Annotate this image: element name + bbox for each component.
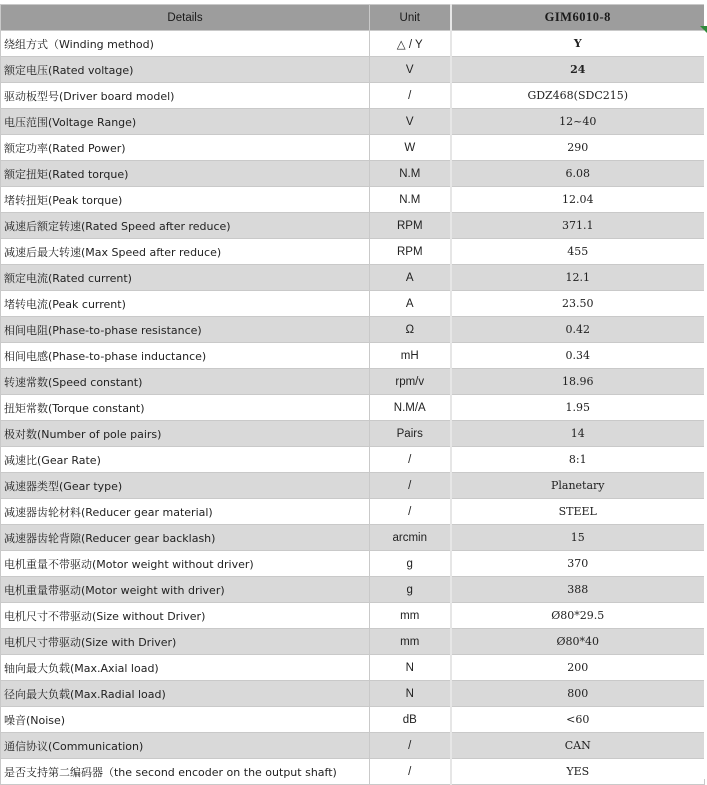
spec-detail-cell: 轴向最大负载(Max.Axial load) [1, 655, 370, 681]
spec-value-cell: 8:1 [451, 447, 705, 473]
spec-detail-cell: 减速后额定转速(Rated Speed after reduce) [1, 213, 370, 239]
table-row [1, 187, 705, 213]
table-row [1, 135, 705, 161]
spec-unit-cell: △ / Y [370, 31, 451, 57]
spec-unit-cell: V [370, 57, 451, 83]
spec-value-cell: 12~40 [451, 109, 705, 135]
spec-unit-cell: N [370, 681, 451, 707]
spec-detail-cell: 堵转扭矩(Peak torque) [1, 187, 370, 213]
table-row [1, 395, 705, 421]
spec-unit-cell: dB [370, 707, 451, 733]
spec-detail-cell: 驱动板型号(Driver board model) [1, 83, 370, 109]
table-row [1, 369, 705, 395]
spec-value-cell: 388 [451, 577, 705, 603]
spec-detail-cell: 电机尺寸带驱动(Size with Driver) [1, 629, 370, 655]
spec-detail-cell: 堵转电流(Peak current) [1, 291, 370, 317]
details-column-header: Details [1, 5, 370, 31]
spec-unit-cell: / [370, 759, 451, 785]
model-column-header: GIM6010-8 [451, 5, 705, 31]
spec-value-cell: 15 [451, 525, 705, 551]
table-row [1, 265, 705, 291]
spec-value-cell: Planetary [451, 473, 705, 499]
spec-detail-cell: 减速后最大转速(Max Speed after reduce) [1, 239, 370, 265]
spec-value-cell: YES [451, 759, 705, 785]
spec-unit-cell: mm [370, 603, 451, 629]
table-row [1, 473, 705, 499]
table-row [1, 213, 705, 239]
spec-unit-cell: / [370, 83, 451, 109]
spec-detail-cell: 电压范围(Voltage Range) [1, 109, 370, 135]
table-row [1, 525, 705, 551]
spec-value-cell: 18.96 [451, 369, 705, 395]
spec-value-cell: 370 [451, 551, 705, 577]
spec-value-cell: 12.1 [451, 265, 705, 291]
spec-value-cell: 6.08 [451, 161, 705, 187]
spec-value-cell: 14 [451, 421, 705, 447]
spec-value-cell: 24 [451, 57, 705, 83]
table-row [1, 343, 705, 369]
spec-value-cell: 12.04 [451, 187, 705, 213]
spec-detail-cell: 减速器齿轮材料(Reducer gear material) [1, 499, 370, 525]
spec-unit-cell: A [370, 291, 451, 317]
spec-detail-cell: 额定电流(Rated current) [1, 265, 370, 291]
spec-table [0, 4, 705, 785]
spec-unit-cell: V [370, 109, 451, 135]
spec-detail-cell: 扭矩常数(Torque constant) [1, 395, 370, 421]
table-row [1, 239, 705, 265]
spec-detail-cell: 减速器类型(Gear type) [1, 473, 370, 499]
spec-detail-cell: 通信协议(Communication) [1, 733, 370, 759]
table-row [1, 603, 705, 629]
unit-column-header: Unit [370, 5, 451, 31]
spec-unit-cell: N.M/A [370, 395, 451, 421]
spec-unit-cell: RPM [370, 239, 451, 265]
spec-table-body [1, 31, 705, 785]
spec-detail-cell: 径向最大负载(Max.Radial load) [1, 681, 370, 707]
spec-detail-cell: 极对数(Number of pole pairs) [1, 421, 370, 447]
spec-unit-cell: g [370, 551, 451, 577]
spec-detail-cell: 额定扭矩(Rated torque) [1, 161, 370, 187]
table-row [1, 109, 705, 135]
table-row [1, 291, 705, 317]
spec-detail-cell: 相间电阻(Phase-to-phase resistance) [1, 317, 370, 343]
spec-detail-cell: 是否支持第二编码器（the second encoder on the output shaft) [1, 759, 370, 785]
spec-detail-cell: 减速比(Gear Rate) [1, 447, 370, 473]
spec-value-cell: 0.42 [451, 317, 705, 343]
spec-detail-cell: 绕组方式（Winding method) [1, 31, 370, 57]
table-row [1, 499, 705, 525]
spec-unit-cell: / [370, 473, 451, 499]
spec-unit-cell: W [370, 135, 451, 161]
spec-value-cell: 290 [451, 135, 705, 161]
table-row [1, 733, 705, 759]
spec-unit-cell: mm [370, 629, 451, 655]
spec-value-cell: 0.34 [451, 343, 705, 369]
spec-unit-cell: A [370, 265, 451, 291]
spec-unit-cell: mH [370, 343, 451, 369]
spec-detail-cell: 减速器齿轮背隙(Reducer gear backlash) [1, 525, 370, 551]
spec-unit-cell: N [370, 655, 451, 681]
spec-unit-cell: g [370, 577, 451, 603]
spec-value-cell: 800 [451, 681, 705, 707]
spec-detail-cell: 噪音(Noise) [1, 707, 370, 733]
spec-value-cell: 455 [451, 239, 705, 265]
table-row [1, 421, 705, 447]
spec-value-cell: Ø80*40 [451, 629, 705, 655]
spec-value-cell: Ø80*29.5 [451, 603, 705, 629]
table-row [1, 655, 705, 681]
spec-unit-cell: rpm/v [370, 369, 451, 395]
spec-detail-cell: 相间电感(Phase-to-phase inductance) [1, 343, 370, 369]
table-row [1, 317, 705, 343]
spec-detail-cell: 电机重量带驱动(Motor weight with driver) [1, 577, 370, 603]
spec-detail-cell: 电机尺寸不带驱动(Size without Driver) [1, 603, 370, 629]
spec-unit-cell: / [370, 447, 451, 473]
table-row [1, 83, 705, 109]
spec-value-cell: 1.95 [451, 395, 705, 421]
table-row [1, 447, 705, 473]
spec-value-cell: STEEL [451, 499, 705, 525]
table-row [1, 161, 705, 187]
spec-detail-cell: 电机重量不带驱动(Motor weight without driver) [1, 551, 370, 577]
table-row [1, 57, 705, 83]
spec-unit-cell: N.M [370, 187, 451, 213]
spec-unit-cell: Pairs [370, 421, 451, 447]
spec-value-cell: 200 [451, 655, 705, 681]
spec-unit-cell: N.M [370, 161, 451, 187]
spec-value-cell: GDZ468(SDC215) [451, 83, 705, 109]
table-row [1, 577, 705, 603]
spec-unit-cell: Ω [370, 317, 451, 343]
table-row [1, 629, 705, 655]
spec-value-cell: 23.50 [451, 291, 705, 317]
table-row [1, 681, 705, 707]
table-row [1, 707, 705, 733]
header-row [1, 5, 705, 31]
spec-detail-cell: 转速常数(Speed constant) [1, 369, 370, 395]
table-row [1, 551, 705, 577]
spec-unit-cell: RPM [370, 213, 451, 239]
table-row [1, 759, 705, 785]
spec-value-cell: Y [451, 31, 705, 57]
spec-unit-cell: / [370, 733, 451, 759]
spec-unit-cell: arcmin [370, 525, 451, 551]
spec-detail-cell: 额定电压(Rated voltage) [1, 57, 370, 83]
spec-value-cell: CAN [451, 733, 705, 759]
spec-unit-cell: / [370, 499, 451, 525]
spec-value-cell: 371.1 [451, 213, 705, 239]
spec-detail-cell: 额定功率(Rated Power) [1, 135, 370, 161]
cell-comment-marker [700, 26, 707, 33]
table-row [1, 31, 705, 57]
spec-value-cell: <60 [451, 707, 705, 733]
